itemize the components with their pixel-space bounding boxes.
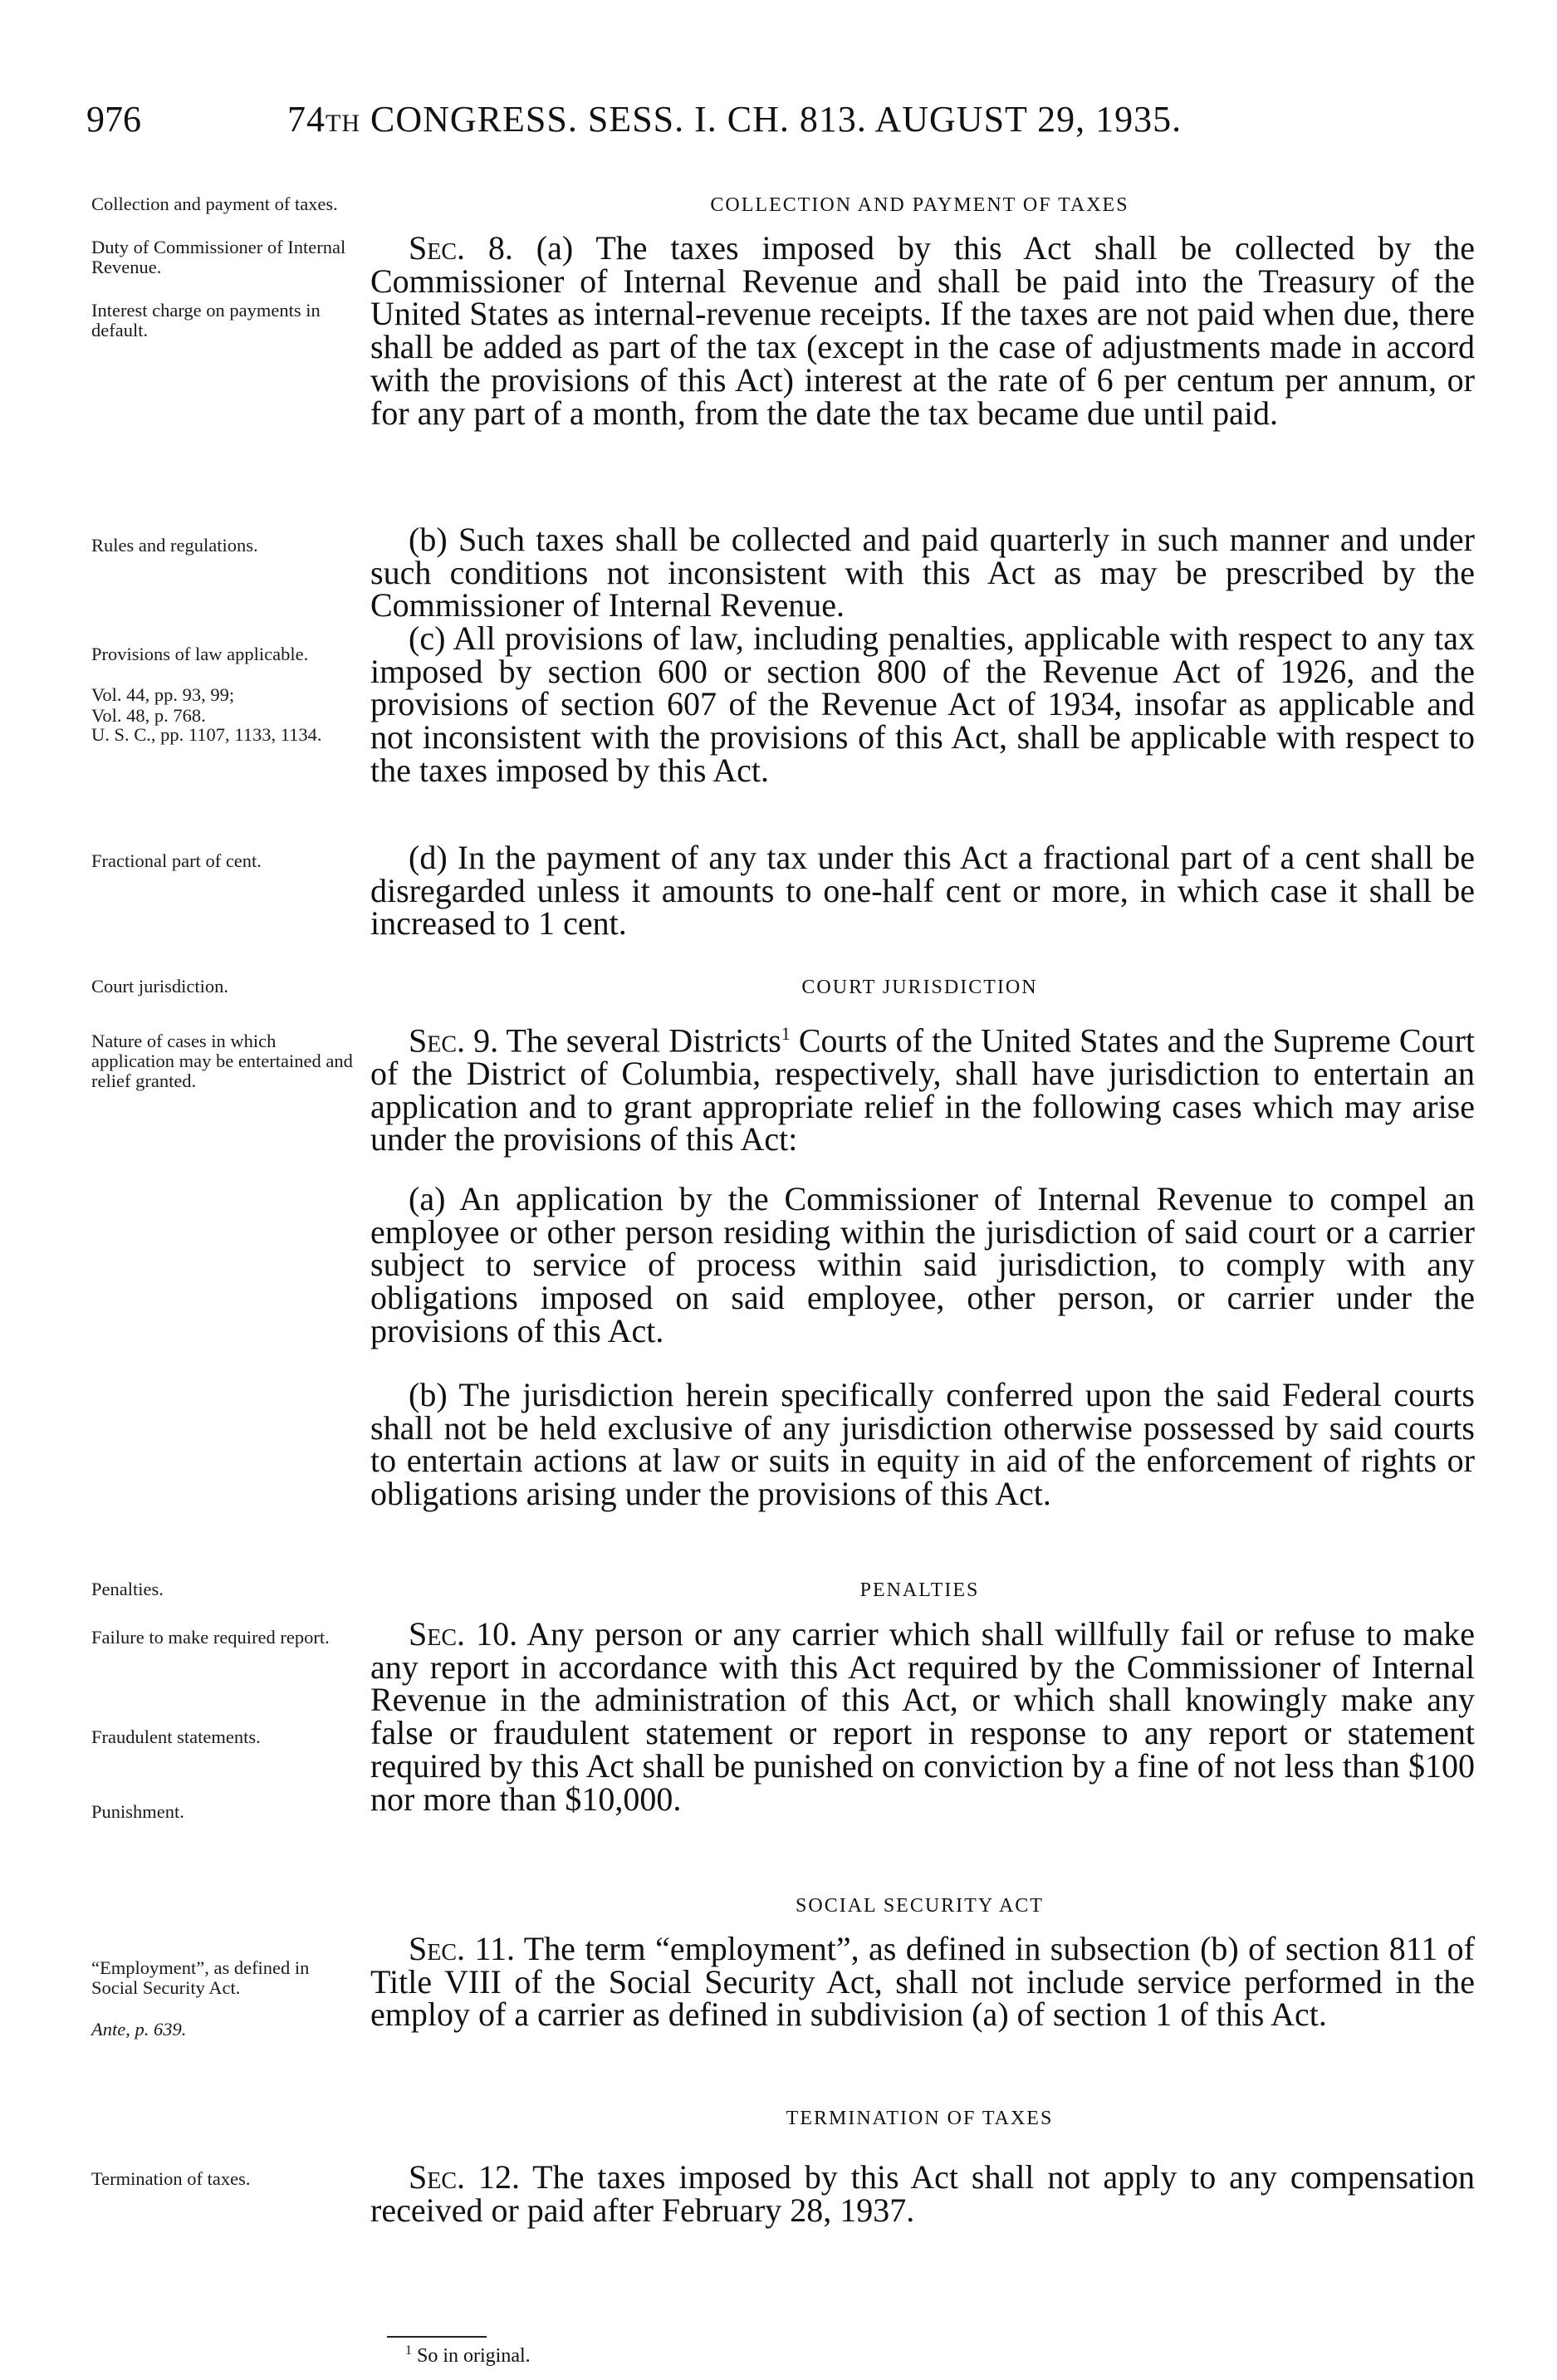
heading-penalties: PENALTIES	[859, 1579, 980, 1601]
section-9-label: Sec. 9.	[409, 1021, 499, 1060]
heading-collection: COLLECTION AND PAYMENT OF TAXES	[710, 194, 1129, 216]
section-9	[370, 1017, 1475, 1156]
margin-note-termination: Termination of taxes.	[91, 2168, 251, 2189]
margin-note-interest: Interest charge on payments in default.	[91, 300, 321, 340]
footnote-reference: 1	[781, 1023, 791, 1044]
section-10-label: Sec. 10.	[409, 1615, 518, 1653]
running-header	[86, 98, 1481, 148]
section-10	[370, 1615, 1476, 1818]
title-ordinal: 74	[287, 99, 326, 140]
section-12-text: The taxes imposed by this Act shall not apply to any compensation received or paid after February 28, 1937.	[370, 2158, 1476, 2229]
section-11-text: The term “employment”, as defined in subsection (b) of section 811 of Title VIII of the Social Security Act, shall not include service performed in the employ of a carrier as defined in subdivision (a) of section 1 of this Act.	[370, 1930, 1475, 2034]
margin-note-ante: Ante, p. 639.	[91, 2019, 187, 2040]
page-title	[287, 98, 1182, 140]
margin-note-court: Court jurisdiction.	[91, 976, 228, 997]
section-8d: (d) In the payment of any tax under this Act a fractional part of a cent shall be disregarded unless it amounts to one-half cent or more, in which case it shall be increased to 1 cent.	[370, 839, 1475, 943]
margin-note-duty: Duty of Commissioner of Internal Revenue.	[91, 237, 346, 277]
section-11	[370, 1930, 1475, 2034]
margin-note-fractional: Fractional part of cent.	[91, 850, 262, 871]
section-9b: (b) The jurisdiction herein specifically conferred upon the said Federal courts shall not be held exclusive of any jurisdiction otherwise possessed by said courts to entertain actions at law or suits in equity in aid of the enforcement of rights or obligations arising under the provisions of this Act.	[370, 1376, 1475, 1513]
title-rest: CONGRESS. SESS. I. CH. 813. AUGUST 29, 1935.	[360, 99, 1182, 140]
margin-note-fraudulent: Fraudulent statements.	[91, 1726, 261, 1747]
margin-note-usc: U. S. C., pp. 1107, 1133, 1134.	[91, 724, 322, 745]
section-9-text-before: The several Districts	[498, 1021, 781, 1060]
margin-note-provisions: Provisions of law applicable.	[91, 644, 309, 664]
section-9a: (a) An application by the Commissioner of Internal Revenue to compel an employee or other person residing within the jurisdiction of said court or a carrier subject to service of process within said jurisdiction, to comply with any obligations imposed on said employee, other person, or carrier under the provisions of this Act.	[370, 1180, 1475, 1349]
margin-note-penalties: Penalties.	[91, 1579, 164, 1599]
margin-note-employment: “Employment”, as defined in Social Security Act.	[91, 1957, 310, 1998]
section-10-text: Any person or any carrier which shall willfully fail or refuse to make any report in accordance with this Act required by the Commissioner of Internal Revenue in the administration of this Act, or which shall knowingly make any false or fraudulent statement or report in response to any report or statement required by this Act shall be punished on conviction by a fine of not less than $100 nor more than $10,000.	[370, 1615, 1476, 1818]
heading-social-security: SOCIAL SECURITY ACT	[796, 1895, 1044, 1917]
footnote	[405, 2343, 531, 2368]
section-12-label: Sec. 12.	[409, 2158, 520, 2196]
margin-note-punishment: Punishment.	[91, 1801, 184, 1822]
heading-termination: TERMINATION OF TAXES	[786, 2108, 1054, 2129]
footnote-rule	[387, 2336, 487, 2338]
section-8-label: Sec. 8.	[409, 229, 513, 267]
margin-note-failure: Failure to make required report.	[91, 1627, 330, 1648]
margin-note-collection: Collection and payment of taxes.	[91, 193, 338, 214]
footnote-mark: 1	[405, 2343, 412, 2358]
section-8a-text: (a) The taxes imposed by this Act shall be collected by the Commissioner of Internal Revenue and shall be paid into the Treasury of the United States as internal-revenue receipts. If the taxes are not paid when due, there shall be added as part of the tax (except in the case of adjustments made in accord with the provisions of this Act) interest at the rate of 6 per centum per annum, or for any part of a month, from the date the tax became due until paid.	[370, 229, 1475, 432]
margin-note-vol44: Vol. 44, pp. 93, 99;	[91, 684, 235, 705]
margin-note-rules: Rules and regulations.	[91, 535, 258, 556]
section-9-text-after: Courts of the United States and the Supreme Court of the District of Columbia, respectively, shall have jurisdiction to entertain an application and to grant appropriate relief in the following cases which may arise under the provisions of this Act:	[370, 1021, 1475, 1158]
heading-court: COURT JURISDICTION	[801, 977, 1038, 998]
section-12	[370, 2158, 1476, 2229]
section-8b: (b) Such taxes shall be collected and paid quarterly in such manner and under such conditions not inconsistent with this Act as may be prescribed by the Commissioner of Internal Revenue.	[370, 521, 1475, 624]
margin-note-vol48: Vol. 48, p. 768.	[91, 705, 206, 726]
title-ordinal-suffix: TH	[326, 110, 360, 137]
section-11-label: Sec. 11.	[409, 1930, 515, 1967]
section-8a	[370, 229, 1475, 432]
page-number: 976	[86, 99, 141, 140]
section-8c: (c) All provisions of law, including penalties, applicable with respect to any tax imposed by section 600 or section 800 of the Revenue Act of 1926, and the provisions of section 607 of the Revenue Act of 1934, insofar as applicable and not inconsistent with the provisions of this Act, shall be applicable with respect to the taxes imposed by this Act.	[370, 619, 1475, 789]
margin-note-nature: Nature of cases in which application may be entertained and relief granted.	[91, 1031, 353, 1091]
footnote-text: So in original.	[412, 2345, 531, 2367]
